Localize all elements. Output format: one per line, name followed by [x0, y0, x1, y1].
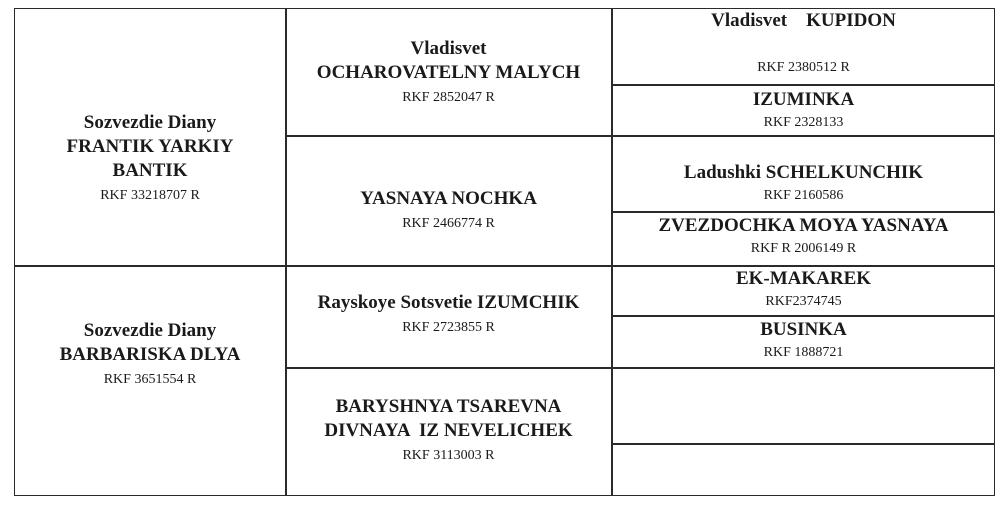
dam-prefix: Sozvezdie Diany [83, 320, 217, 341]
parent-divider [15, 265, 611, 267]
gg-divider-2 [611, 135, 995, 137]
ggp4-reg: RKF R 2006149 R [750, 241, 857, 256]
pedigree-table [14, 8, 995, 496]
grandparent-cell-2 [286, 187, 611, 233]
ggp1-reg: RKF 2380512 R [757, 60, 850, 75]
ggp3-prefix: Ladushki [683, 162, 762, 183]
grandparent-cell-1 [286, 37, 611, 107]
gp1-prefix: Vladisvet [410, 38, 487, 59]
ggp-cell-2 [612, 88, 995, 132]
gp1-reg: RKF 2852047 R [402, 90, 495, 105]
ggp1-prefix: Vladisvet [711, 10, 788, 31]
ggp1-name: KUPIDON [806, 10, 896, 31]
gp3-prefix: Rayskoye Sotsvetie [317, 292, 473, 313]
ggp6-reg: RKF 1888721 [763, 345, 844, 360]
ggp-cell-1 [612, 9, 995, 77]
ggp-cell-7 [612, 369, 995, 443]
ggp2-reg: RKF 2328133 [763, 115, 844, 130]
dam-name-line-1: BARBARISKA DLYA [59, 344, 241, 365]
ggp5-reg: RKF2374745 [765, 294, 842, 309]
sire-name-line-2: BANTIK [112, 160, 188, 181]
grandparent-divider-3 [285, 367, 611, 369]
gp3-name: IZUMCHIK [476, 292, 580, 313]
gp3-reg: RKF 2723855 R [402, 320, 495, 335]
sire-reg: RKF 33218707 R [100, 188, 200, 203]
gp1-name: OCHAROVATELNY MALYCH [316, 62, 581, 83]
ggp1-full-name [711, 9, 896, 33]
dam-reg: RKF 3651554 R [103, 372, 197, 387]
ggp-cell-6 [612, 318, 995, 362]
sire-name-line-1: FRANTIK YARKIY [66, 136, 234, 157]
grandparent-cell-3 [286, 291, 611, 337]
gp4-reg: RKF 3113003 R [402, 448, 495, 463]
gg-divider-5 [611, 315, 995, 317]
sire-cell [15, 111, 285, 205]
ggp4-name: ZVEZDOCHKA MOYA YASNAYA [658, 215, 949, 236]
ggp3-reg: RKF 2160586 [763, 188, 844, 203]
gg-divider-3 [611, 211, 995, 213]
ggp-cell-4 [612, 214, 995, 258]
gp4-name-line-2: DIVNAYA IZ NEVELICHEK [324, 420, 573, 441]
gp3-full-name [318, 291, 580, 315]
gg-divider-1 [611, 84, 995, 86]
ggp-cell-3 [612, 161, 995, 205]
ggp6-name: BUSINKA [760, 319, 847, 340]
gp2-reg: RKF 2466774 R [402, 216, 495, 231]
dam-cell [15, 319, 285, 389]
ggp-cell-8 [612, 445, 995, 495]
ggp5-name: EK-MAKAREK [735, 268, 872, 289]
sire-prefix: Sozvezdie Diany [83, 112, 217, 133]
grandparent-cell-4 [286, 395, 611, 465]
ggp2-name: IZUMINKA [752, 89, 855, 110]
ggp-cell-5 [612, 267, 995, 311]
grandparent-divider-1 [285, 135, 611, 137]
gp4-name-line-1: BARYSHNYA TSAREVNA [335, 396, 562, 417]
ggp3-name: SCHELKUNCHIK [765, 162, 924, 183]
gp2-name: YASNAYA NOCHKA [360, 188, 537, 209]
ggp3-full-name [684, 161, 923, 185]
